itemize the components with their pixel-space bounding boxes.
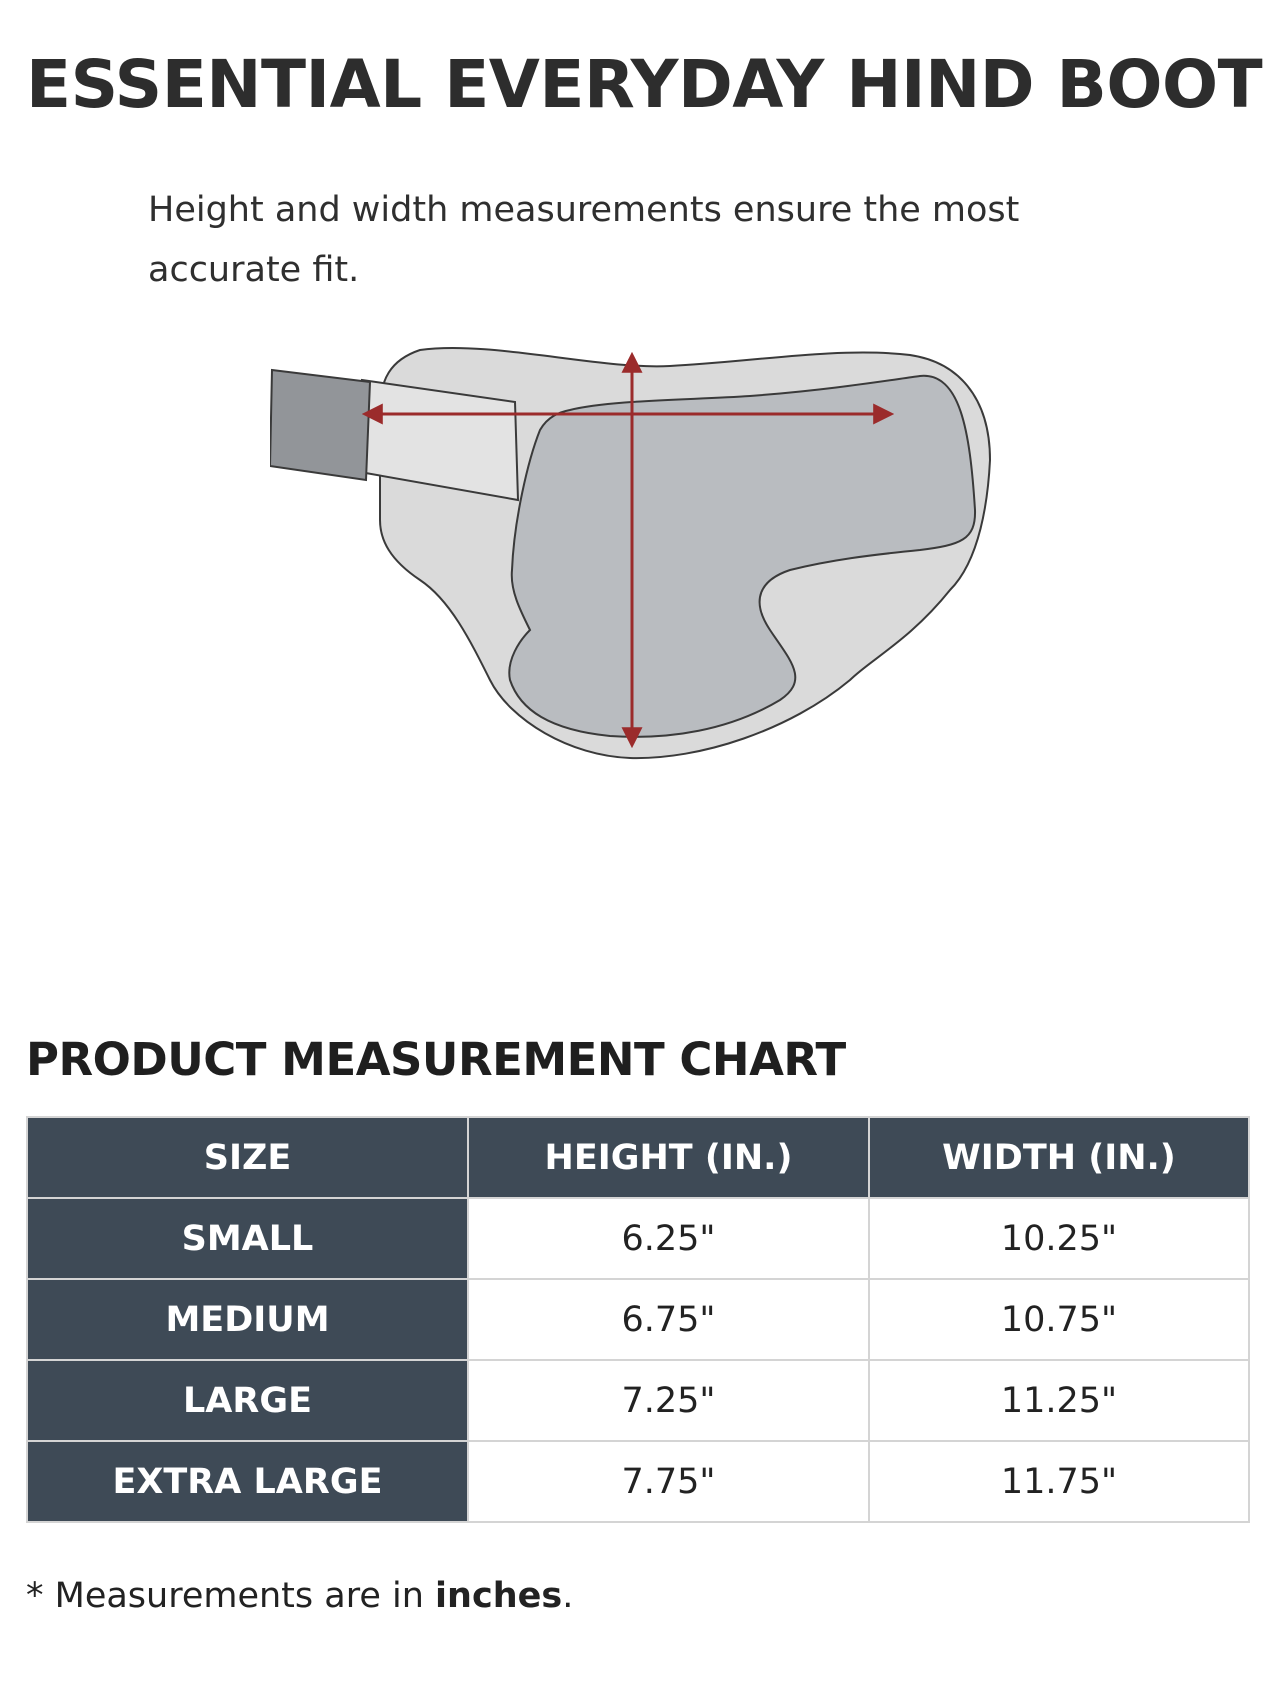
footnote-suffix: .: [562, 1576, 574, 1616]
width-cell: 10.75": [869, 1279, 1249, 1360]
size-cell: EXTRA LARGE: [27, 1441, 468, 1522]
size-cell: LARGE: [27, 1360, 468, 1441]
size-cell: SMALL: [27, 1198, 468, 1279]
height-cell: 7.75": [468, 1441, 869, 1522]
measurement-table: [26, 1116, 1250, 1523]
width-cell: 11.25": [869, 1360, 1249, 1441]
height-cell: 7.25": [468, 1360, 869, 1441]
size-cell: MEDIUM: [27, 1279, 468, 1360]
footnote-prefix: * Measurements are in: [26, 1576, 436, 1616]
table-row: [27, 1198, 1249, 1279]
strap-tab: [270, 370, 370, 480]
table-row: [27, 1360, 1249, 1441]
table-row: [27, 1279, 1249, 1360]
chart-heading: PRODUCT MEASUREMENT CHART: [26, 1033, 846, 1086]
width-cell: 10.25": [869, 1198, 1249, 1279]
height-cell: 6.25": [468, 1198, 869, 1279]
column-header-size: SIZE: [27, 1117, 468, 1198]
boot-illustration-icon: [270, 340, 1010, 770]
width-cell: 11.75": [869, 1441, 1249, 1522]
height-cell: 6.75": [468, 1279, 869, 1360]
column-header-width: WIDTH (IN.): [869, 1117, 1249, 1198]
footnote: [26, 1566, 573, 1626]
column-header-height: HEIGHT (IN.): [468, 1117, 869, 1198]
table-header-row: [27, 1117, 1249, 1198]
footnote-unit: inches: [435, 1576, 563, 1616]
page-title: ESSENTIAL EVERYDAY HIND BOOT: [26, 46, 1263, 123]
intro-text: Height and width measurements ensure the most accurate fit.: [148, 190, 1020, 290]
table-row: [27, 1441, 1249, 1522]
